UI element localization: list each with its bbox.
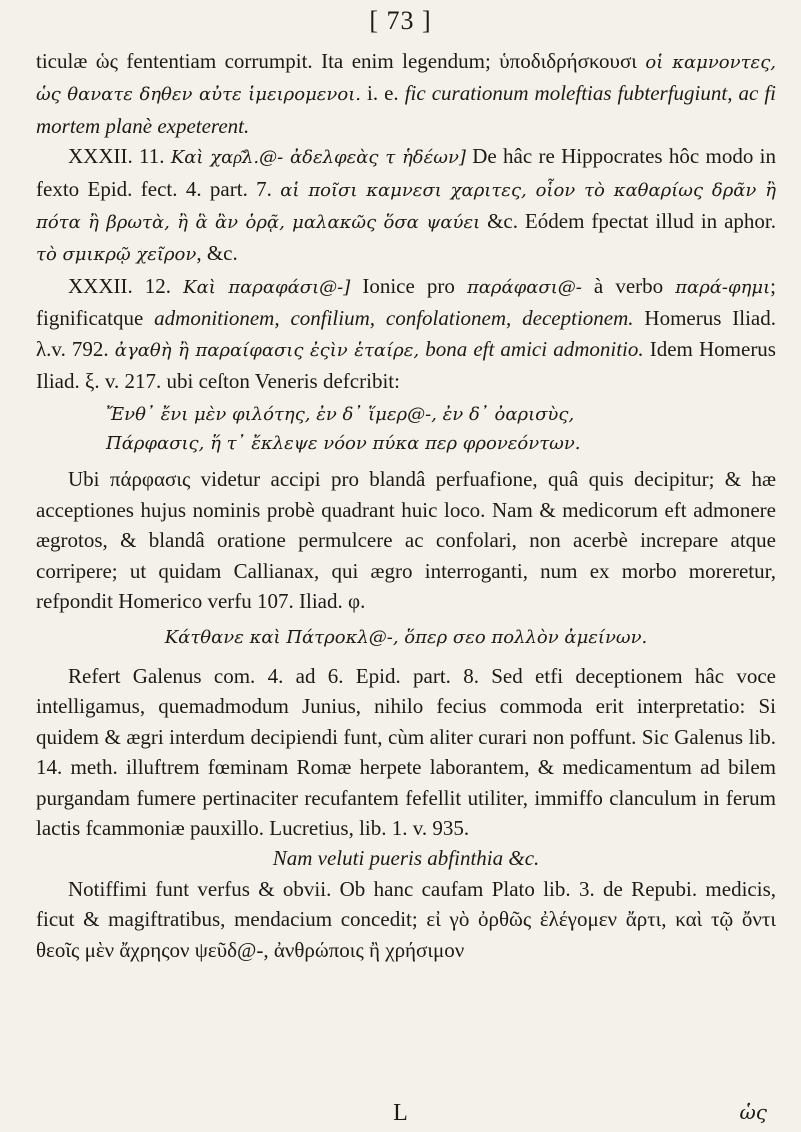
greek-word: παρά-φημι: [675, 276, 771, 298]
paragraph-xxxii-11: [36, 141, 776, 271]
paragraph-ubi: Ubi πάρφασις videtur accipi pro blandâ perfuafione, quâ quis decipitur; & hæ acceptiones hujus nominis probè quadrant huic loco. Nam & medicorum eft admonere ægrotos, & blandâ oratione permulcere ac confolari, non acerbè increpare atque corripere; ut quidam Callianax, qui ægro interroganti, num ex morbo moreretur, refpondit Homerico verfu 107. Iliad. φ.: [36, 467, 776, 614]
text-run: Ionice pro: [350, 273, 467, 298]
greek-lemma: Καὶ χαρ͂λ.@- ἀδελφεὰς τ ἡδέων]: [170, 147, 466, 169]
text-run: ; fignificatque: [36, 273, 776, 331]
text-line: ticulæ ὡς fententiam corrumpit. Ita enim legendum; ὑποδιδρήσκουσι: [36, 49, 637, 73]
greek-quote: αἱ ποῖσι καμνεσι χαριτες, οἷον τὸ καθαρίως δρᾶν ἢ πότα ἢ βρωτὰ, ἢ ἃ ἂν ὁρᾷ, μαλακῶς ὅσα ψαύει: [36, 179, 776, 234]
verse-line: Πάρφασις, ἥ τ᾽ ἔκλεψε νόον πύκα περ φρονεόντων.: [106, 433, 581, 455]
paragraph-xxxii-12: [36, 271, 776, 397]
latin-translation: fic curationum moleftias fubterfugiunt, ac fi mortem planè expeterent.: [36, 81, 776, 138]
text-run: Idem Homerus Iliad. ξ. v. 217. ubi ceſton Veneris defcribit:: [36, 336, 776, 394]
greek-lemma: Καὶ παραφάσι@-]: [183, 276, 351, 298]
paragraph-galenus: [36, 661, 776, 843]
text-run: , &c.: [196, 241, 238, 266]
paragraph-continuation: [36, 46, 776, 141]
text-run: à verbo: [581, 273, 676, 298]
text-run: Refert Galenus com. 4. ad 6. Epid. part. 8. Sed etfi deceptionem hâc voce intelligamus, quemadmodum Junius, nihilo fecius commoda erit interpretatio: Si quidem & ægri interdum decipiendi funt, cùm aliter curari non poffunt. Sic Galenus lib. 14. meth. illuftrem fœminam Romæ herpete laborantem, & medicamentum ad bilem purgandam fumere pertinaciter recufantem fefellit utiliter, immiffo clanculum in ferum lactis fcammoniæ pauxillo. Lucretius, lib. 1. v. 935.: [36, 663, 776, 840]
text-line: i. e.: [367, 81, 405, 106]
greek-quote: τὸ σμικρῷ χεῖρον: [36, 244, 197, 266]
latin-emphasis: admonitionem, confilium, confolationem, deceptionem.: [154, 306, 634, 331]
text-run: De hâc re Hippocrates hôc modo in fexto Epid. fect. 4. part. 7.: [36, 144, 776, 201]
main-text: [36, 46, 776, 965]
verse-line: Ἔνθ᾽ ἔνι μὲν φιλότης, ἐν δ᾽ ἵμερ@-, ἐν δ᾽ ὀαρισὺς,: [106, 404, 575, 426]
text-run: Homerus Iliad. λ.v. 792.: [36, 306, 776, 361]
catchword: ὡς: [739, 1100, 767, 1124]
latin-verse: Nam veluti pueris abfinthia &c.: [272, 846, 540, 871]
lucretius-quote: [36, 843, 776, 873]
homer-verse: [36, 400, 776, 458]
section-ref: XXXII. 11.: [68, 144, 171, 169]
greek-word: παράφασι@-: [466, 276, 582, 298]
section-ref: XXXII. 12.: [68, 273, 184, 298]
homer-verse-callianax: Κάτθανε καὶ Πάτροκλ@-, ὅπερ σεο πολλὸν ἀμείνων.: [164, 626, 648, 648]
latin-translation: bona eft amici admonitio.: [419, 336, 644, 361]
text-run: &c. Eódem fpectat illud in aphor.: [480, 209, 776, 234]
greek-quote: οἱ καμνοντες, ὡς θανατε δηθεν αὐτε ἱμειρομενοι.: [36, 52, 777, 106]
signature-mark: L: [393, 1100, 408, 1126]
paragraph-plato: Notiffimi funt verfus & obvii. Ob hanc caufam Plato lib. 3. de Repubi. medicis, ficut & magiftratibus, mendacium concedit; εἰ γὸ ὀρθῶς ἐλέγομεν ἄρτι, καὶ τῷ ὄντι θεοῖς μὲν ἄχρηςον ψεῦδ@-, ἀνθρώποις ἢ χρήσιμον: [36, 876, 776, 962]
page-number: [ 73 ]: [369, 6, 432, 35]
greek-quote: ἀγαθὴ ἢ παραίφασις ἐςὶν ἑταίρε,: [114, 339, 420, 361]
